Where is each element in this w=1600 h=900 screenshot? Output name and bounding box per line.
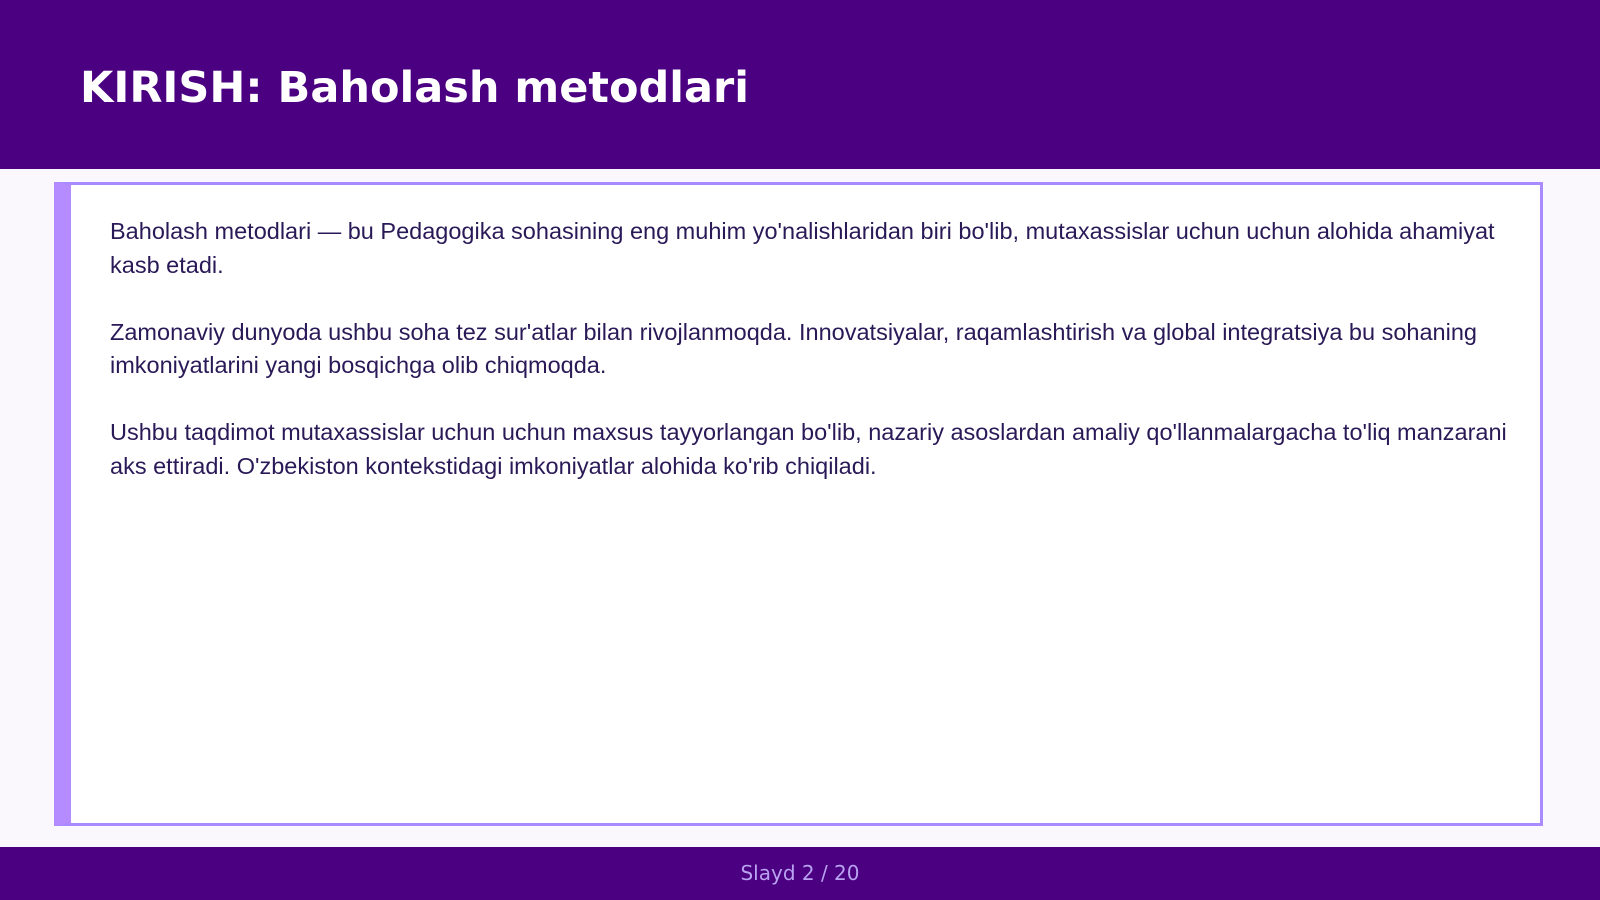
- paragraph-intro: Baholash metodlari — bu Pedagogika sohasining eng muhim yo'nalishlaridan biri bo'lib, mutaxassislar uchun uchun alohida ahamiyat kasb etadi.: [110, 218, 1495, 278]
- slide-title: KIRISH: Baholash metodlari: [80, 63, 749, 113]
- slide-header: [0, 0, 1600, 169]
- content-body: [110, 215, 1510, 517]
- slide-counter: Slayd 2 / 20: [740, 861, 860, 885]
- paragraph-presentation-purpose: Ushbu taqdimot mutaxassislar uchun uchun maxsus tayyorlangan bo'lib, nazariy asoslardan amaliy qo'llanmalargacha to'liq manzarani aks ettiradi. O'zbekiston kontekstidagi imkoniyatlar alohida ko'rib chiqiladi.: [110, 419, 1507, 479]
- slide-footer: [0, 847, 1600, 900]
- paragraph-modern-world: Zamonaviy dunyoda ushbu soha tez sur'atlar bilan rivojlanmoqda. Innovatsiyalar, raqamlashtirish va global integratsiya bu sohaning imkoniyatlarini yangi bosqichga olib chiqmoqda.: [110, 318, 1477, 378]
- content-box: [54, 182, 1543, 826]
